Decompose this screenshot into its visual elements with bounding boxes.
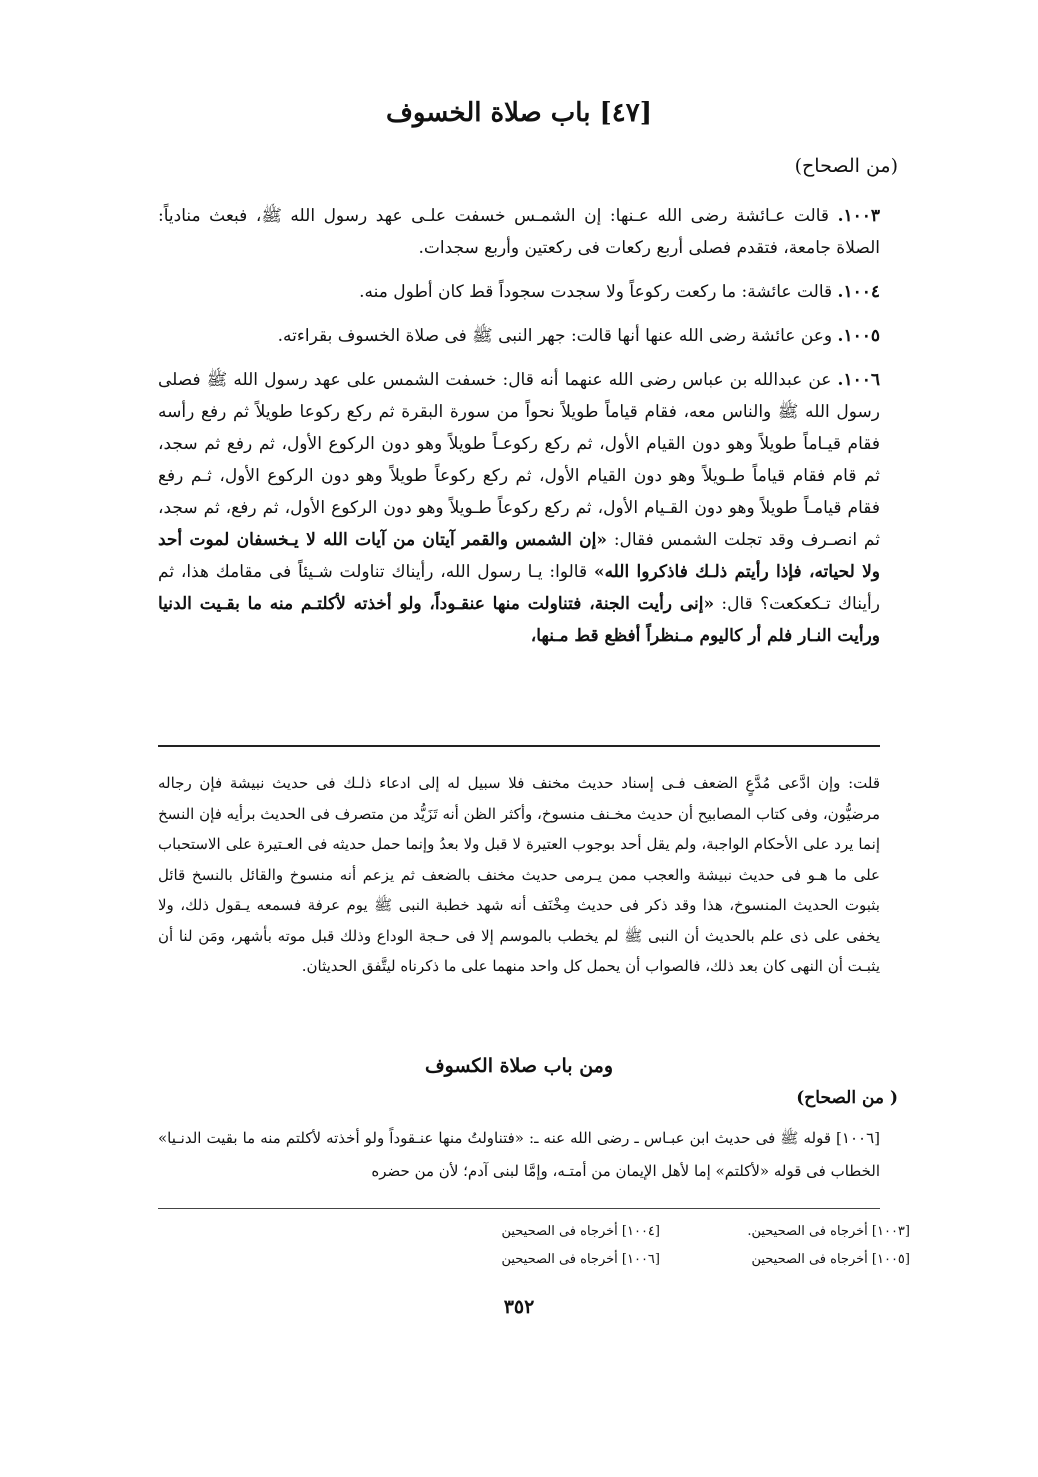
footnote-row	[420, 1218, 910, 1246]
hadith-number: ١٠٠٣.	[837, 206, 881, 226]
hadith-list	[158, 200, 880, 664]
hadith-text: قالت عـائشة رضى الله عـنها: إن الشمـس خسفت علـى عهد رسول الله ﷺ، فبعث منادياً: الصلاة جامعة، فتقدم فصلى أربع ركعات فى ركعتين وأربع سجدات.	[158, 206, 880, 258]
hadith-quote: «إنى رأيت الجنة، فتناولت منها عنقـوداً، ولو أخذته لأكلتـم منه ما بقـيت الدنيا ورأيت النـار فلم أر كاليوم مـنظراً أفظع قط مـنها،	[158, 594, 880, 646]
hadith-quote: «إن الشمس والقمر آيتان من آيات الله لا يـخسفان لموت أحد ولا لحياته، فإذا رأيتم ذلـك فاذكروا الله»	[158, 530, 880, 582]
hadith-1006	[158, 364, 880, 652]
hadith-text: عن عبدالله بن عباس رضى الله عنهما أنه قال: خسفت الشمس على عهد رسول الله ﷺ فصلى رسول الله ﷺ والناس معه، فقام قياماً طويلاً نحواً من سورة البقرة ثم ركع ركوعا طويلاً ثم رفع رأسه فقام قيـاماً طويلاً وهو دون القيام الأول، ثم ركع ركوعـاً طويلاً وهو دون الركوع الأول، ثم رفع ثم سجد، ثم قام فقام قياماً طـويلاً وهو دون القيام الأول، ثم ركع ركوعاً طويلاً وهو دون الركوع الأول، ثـم رفع فقام قيامـاً طويلاً وهو دون القـيام الأول، ثم ركع ركوعاً طـويلاً وهو دون الركوع الأول، ثم رفع، ثم سجد، ثم انصـرف وقد تجلت الشمس فقال:	[158, 370, 880, 550]
footnote-row	[420, 1246, 910, 1274]
main-divider	[158, 745, 880, 747]
footnote-1003: [١٠٠٣] أخرجاه فى الصحيحين.	[747, 1224, 910, 1239]
commentary-paragraph: قلت: وإن ادَّعى مُدَّعٍ الضعف فـى إسناد حديث مخنف فلا سبيل له إلى ادعاء ذلـك فى حديث نبيشة فإن رجاله مرضيُّون، وفى كتاب المصابيح أن حديث مخـنف منسوخ، وأكثر الظن أنه تَزَيُّد من متصرف فى الحديث برأيه فإن النسخ إنما يرد على الأحكام الواجبة، ولم يقل أحد بوجوب العتيرة لا قبل ولا بعدُ وإنما حمل حديثه فى العـتيرة على الاستحباب على ما هـو فى حديث نبيشة والعجب ممن يـرمى حديث مخنف بالضعف ثم يزعم أنه منسوخ والقائل بالنسخ قائل بثبوت الحديث المنسوخ، هذا وقد ذكر فى حديث مِخْنَف أنه شهد خطبة النبى ﷺ يوم عرفة فسمعه يـقول ذلك، ولا يخفى على ذى علم بالحديث أن النبى ﷺ لم يخطب بالموسم إلا فى حـجة الوداع وذلك قبل موته بأشهر، ومَن لنا أن يثبـت أن النهى كان بعد ذلك، فالصواب أن يحمل كل واحد منهما على ما ذكرناه ليتَّفق الحديثان.	[158, 774, 880, 975]
footnote-1005: [١٠٠٥] أخرجاه فى الصحيحين	[751, 1252, 910, 1267]
hadith-text-continued: قالوا: يـا رسول الله، رأيناك تناولت شـيئاً فى مقامك هذا، ثم رأيناك تـكعكعت؟ قال:	[158, 562, 880, 614]
footnote-1004: [١٠٠٤] أخرجاه فى الصحيحين	[501, 1224, 660, 1239]
hadith-number: ١٠٠٤.	[837, 282, 880, 302]
footnote-divider	[158, 1208, 880, 1209]
footnotes	[420, 1218, 910, 1274]
sub-section-title: ومن باب صلاة الكسوف	[424, 1055, 614, 1077]
hadith-1005	[158, 320, 880, 352]
sub-section-text: [١٠٠٦] قوله ﷺ فى حديث ابن عبـاس ـ رضى الله عنه ـ: «فتناولتُ منها عنـقوداً ولو أخذته لأكلتم منه ما بقيت الدنـيا» الخطاب فى قوله «لأكلتم» إما لأهل الإيمان من أمتـه، وإمَّا لبنى آدم؛ لأن من حضره	[158, 1129, 880, 1180]
sub-section-label: ( من الصحاح)	[796, 1088, 898, 1108]
chapter-title: [٤٧] باب صلاة الخسوف	[385, 98, 653, 128]
section-label: (من الصحاح)	[794, 155, 898, 177]
footnote-1006: [١٠٠٦] أخرجاه فى الصحيحين	[501, 1252, 660, 1267]
hadith-number: ١٠٠٥.	[837, 326, 880, 346]
hadith-text: وعن عائشة رضى الله عنها أنها قالت: جهر النبى ﷺ فى صلاة الخسوف بقراءته.	[277, 326, 833, 346]
page-number: ٣٥٢	[503, 1296, 535, 1318]
hadith-number: ١٠٠٦.	[837, 370, 880, 390]
hadith-1004	[158, 276, 880, 308]
hadith-text: قالت عائشة: ما ركعت ركوعاً ولا سجدت سجوداً قط كان أطول منه.	[359, 282, 833, 302]
hadith-1003	[158, 200, 880, 264]
